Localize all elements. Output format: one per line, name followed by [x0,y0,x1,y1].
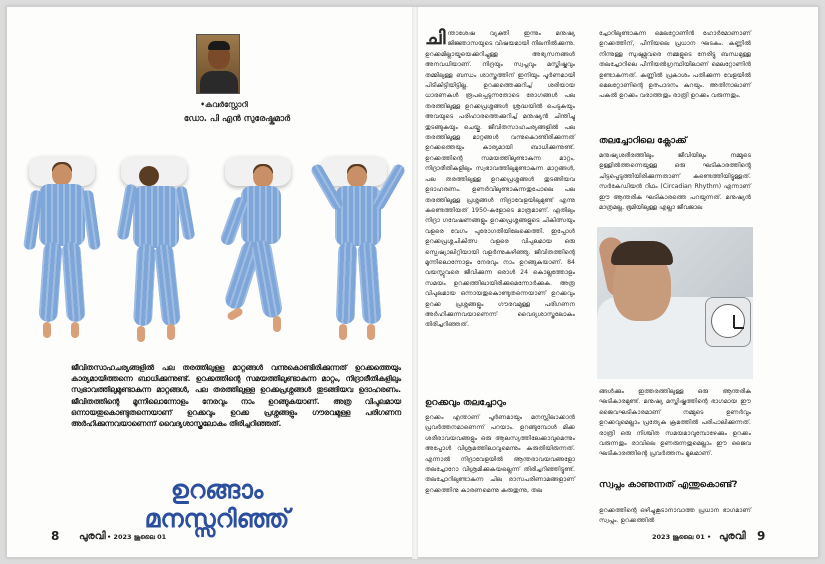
headline-line-1: ഉറങ്ങാം [170,475,264,504]
magazine-spread [6,6,819,558]
headline-line-2: മനസ്സറിഞ്ഞ് [144,504,290,533]
drop-cap: ചി [425,27,446,49]
subheading-sleep-brain: ഉറക്കവും തലച്ചോറും [425,398,507,408]
subheading-brain-clock: തലച്ചോറിലെ ക്ലോക്ക് [599,136,687,146]
sleeper-prone [117,156,197,346]
page-number-left: 8 [51,529,60,543]
magazine-name-right: പുരവി [719,531,746,542]
intro-caption: ജീവിതസാഹചര്യങ്ങളിൽ പല തരത്തിലുള്ള മാറ്റങ്ങൾ വന്നുകൊണ്ടിരിക്കുന്നത് ഉറക്കത്തെയും കാര്യമായിത്തന്നെ ബാധിക്കുന്നുണ്ട്. ഉറക്കത്തിന്റെ സമയത്തിലുണ്ടാകുന്ന മാറ്റം, നിദ്രാരീതികളിലും സ്വഭാവത്തിലുമുണ്ടാകുന്ന മാറ്റങ്ങൾ, പല തരത്തിലുള്ള ഉറക്കപ്രശ്നങ്ങൾ തുടങ്ങിയവ ഉദാഹരണം. ജീവിതത്തിന്റെ മൂന്നിലൊന്നോളം നേരവും നാം ഉറങ്ങുകയാണ്. അത്ര വിപുലമായ ഒന്നായതുകൊണ്ടുതന്നെയാണ് ഉറക്കവും ഉറക്ക പ്രശ്നങ്ങളും ഗൗരവമുള്ള പരിഗണന അർഹിക്കുന്നവയാണെന്ന് വൈദ്യശാസ്ത്രലോകം തിരിച്ചറിഞ്ഞത്. [71,363,401,429]
body-column-2d: ഉറക്കത്തിന്റെ ഒഴിച്ചുകൂടാനാവാത്ത പ്രധാന ഭാഗമാണ് സ്വപ്നം. ഉറക്കത്തിൽ [599,507,751,525]
body-column-2b: മനുഷ്യശരീരത്തിലും ജീവിയിലും നമ്മുടെ ഉള്ളിൽത്തന്നെയുള്ള ഒരു ഘടികാരത്തിൻ്റെ ചിട്ടപ്പെടുത്തിയിരിക്കുന്നതാണ് കണ്ടെത്തിയിട്ടുള്ളത്. സർകേഡിയൻ റിഥം (Circadian Rhythm) എന്നാണ് ഈ ആന്തരിക ഘടികാരത്തെ പറയുന്നത്. മനുഷ്യൻ മാത്രമല്ല, ഭൂമിയിലുള്ള എല്ലാ ജീവജാല [599,152,751,212]
magazine-logo-right [719,531,746,542]
body-column-2: ച്ചോറിലുണ്ടാകുന്ന മെലറ്റോണിൻ ഹോർമോണാണ് ഉറക്കത്തിന്, പീനിയലെ പ്രധാന ഘടകം. കണ്ണിൽ നിന്നുള്ള സുഷുമ്നവരെ നമ്മളുടെ നേരിട്ടു ബന്ധമുള്ള തലച്ചോറിലെ പീനിയൽഗ്രന്ഥിയിലാണ് മെലറ്റോണിൻ ഉണ്ടാകുന്നത്. കണ്ണിൽ പ്രകാശം പതിക്കുന്ന വേളയിൽ മെലറ്റോണിന്റെ ഉത്പാദനം കുറയും. അതിനാലാണ് പകൽ ഉറക്കം വരാത്തതും രാത്രി ഉറക്കം വരുന്നതും. [599,30,751,100]
author-role: •കവർസ്റ്റോറി [200,100,248,109]
magazine-logo-left [79,531,106,542]
magazine-name-left: പുരവി [79,531,106,542]
body-column-1 [425,29,575,331]
article-headline [107,475,327,533]
sleeper-supine [25,156,105,346]
sleeping-positions-illustration [21,152,411,347]
page-number-right: 9 [757,529,766,543]
alarm-clock-icon [705,297,751,347]
issue-date-right: 2023 ജൂലൈ 01 • [652,533,712,541]
body-column-2c: ങ്ങൾക്കും ഇത്തരത്തിലുള്ള ഒരു ആന്തരിക ഘടികാരമുണ്ട്. മനുഷ്യ മസ്തിഷ്കത്തിന്റെ ഭാഗമായ ഈ ജൈവഘടികാരമാണ് നമ്മുടെ ഉണർവും ഉറക്കവുമെല്ലാം പ്രത്യേക ക്രമത്തിൽ പരിപാലിക്കുന്നത്. രാത്രി ഒരു നിശ്ചിത സമയമാവുമ്പോഴേക്കും ഉറക്കം വരുന്നതും രാവിലെ ഉണരുന്നതുമെല്ലാം ഈ ജൈവ ഘടികാരത്തിന്റെ പ്രവർത്തനം മൂലമാണ്. [599,388,751,458]
author-name: ഡോ. പി എൻ സുരേഷ്കുമാർ [183,114,291,124]
issue-date-left: • 2023 ജൂലൈ 01 [107,533,167,541]
sleeper-arms-up [317,156,397,346]
author-photo [196,34,240,94]
body-text-1: ന്താശേഷ വ്യക്തി ഇന്നും മനുഷ്യ ജിജ്ഞാസയുടെ വിഷയമായി നിലനിൽക്കുന്നു. ഉറക്കമില്ലായ്മയെക്കുറിച്ചുള്ള അഭ്യസനങ്ങൾ അനവധിയാണ്. നിദ്രയും സ്വപ്നവും മസ്തിഷ്കവും തമ്മിലുള്ള ബന്ധം ശാസ്ത്രത്തിന് ഇനിയും പൂർണമായി പിടികിട്ടിയിട്ടില്ല. ഉറക്കത്തെക്കുറിച്ച് ശരിയായ ധാരണകൾ രൂപപ്പെടുന്നതോടെ രോഗങ്ങൾ പല തരത്തിലുള്ള ഉറക്കപ്രശ്നങ്ങൾ ശ്രദ്ധയിൽ പെടുകയും അവയുടെ പരിഹാരത്തെക്കുറിച്ച് മനുഷ്യൻ ചിന്തിച്ചു തുടങ്ങുകയും ചെയ്തു. ജീവിതസാഹചര്യങ്ങളിൽ പല തരത്തിലുള്ള മാറ്റങ്ങൾ വന്നുകൊണ്ടിരിക്കുന്നത് ഉറക്കത്തെയും കാര്യമായി ബാധിക്കുന്നുണ്ട്. ഉറക്കത്തിന്റെ സമയത്തിലുണ്ടാകുന്ന മാറ്റം, നിദ്രാരീതികളിലും സ്വഭാവത്തിലുമുണ്ടാകുന്ന മാറ്റങ്ങൾ, പല തരത്തിലുള്ള ഉറക്കപ്രശ്നങ്ങൾ തുടങ്ങിയവ ഉദാഹരണം. ഉണർവിലുണ്ടാകുന്നതുപോലെ പല തരത്തിലുള്ള പ്രശ്നങ്ങൾ നിദ്രാവേളയിലുമുണ്ട് എന്നു കണ്ടെത്തിയത് 1950-കളോടെ മാത്രമാണ്. ഏതിലും നിദ്രാ ഗവേഷണങ്ങളും ഉറക്കപ്രശ്നങ്ങളുടെ ചികിത്സയും വളരെ വേഗം പുരോഗതിയിലേക്കെത്തി. ഇപ്പോൾ ഉറക്കപ്രശ്നചികിത്സ വളരെ വിപുലമായ ഒരു സ്പെഷ്യാലിറ്റിയായി വളർന്നുകഴിഞ്ഞു. ജീവിതത്തിന്റെ മൂന്നിലൊന്നോളം നേരവും നാം ഉറങ്ങുകയാണ്. 84 വയസ്സുവരെ ജീവിക്കുന്ന ഒരാൾ 24 കൊല്ലത്തോളം സമയം ഉറക്കത്തിലായിരിക്കുമെന്നോർക്കുക. അത്ര വിപുലമായ ഒന്നായതുകൊണ്ടുതന്നെയാണ് ഉറക്കവും ഉറക്ക പ്രശ്നങ്ങളും ഗൗരവമുള്ള പരിഗണന അർഹിക്കുന്നവയാണെന്ന് വൈദ്യശാസ്ത്രലോകം തിരിച്ചറിഞ്ഞത്. [425,30,575,329]
sleepless-man-photo [597,227,753,379]
subheading-dreams: സ്വപ്നം കാണുന്നത് എന്തുകൊണ്ട്? [599,480,738,490]
page-gutter [412,7,418,559]
sleeper-side [221,156,301,346]
body-column-1b: ഉറക്കം എന്താണ് പൂർണമായും മനസ്സിലാക്കാൻ പ്രവർത്തനമാണെന്ന് പറയാം. ഉറങ്ങുമ്പോൾ മിക്ക ശരീരാവയവങ്ങളും ഒരു ആലസ്യത്തിലേക്കാവുമെന്നും അപ്പോൾ വിശ്രമത്തിലാവുമെന്നും കരുതിയിരുന്നത്. എന്നാൽ നിദ്രാവേളയിൽ ആന്തരാവയവങ്ങളോ തലച്ചോറോ വിശ്രമിക്കുകയല്ലെന്ന് തിരിച്ചറിഞ്ഞിട്ടുണ്ട്. തലച്ചോറിലുണ്ടാകുന്ന ചില രാസപരിണാമങ്ങളാണ് ഉറക്കത്തിനു കാരണമെന്നു കരുതുന്നു, തല [425,414,575,494]
